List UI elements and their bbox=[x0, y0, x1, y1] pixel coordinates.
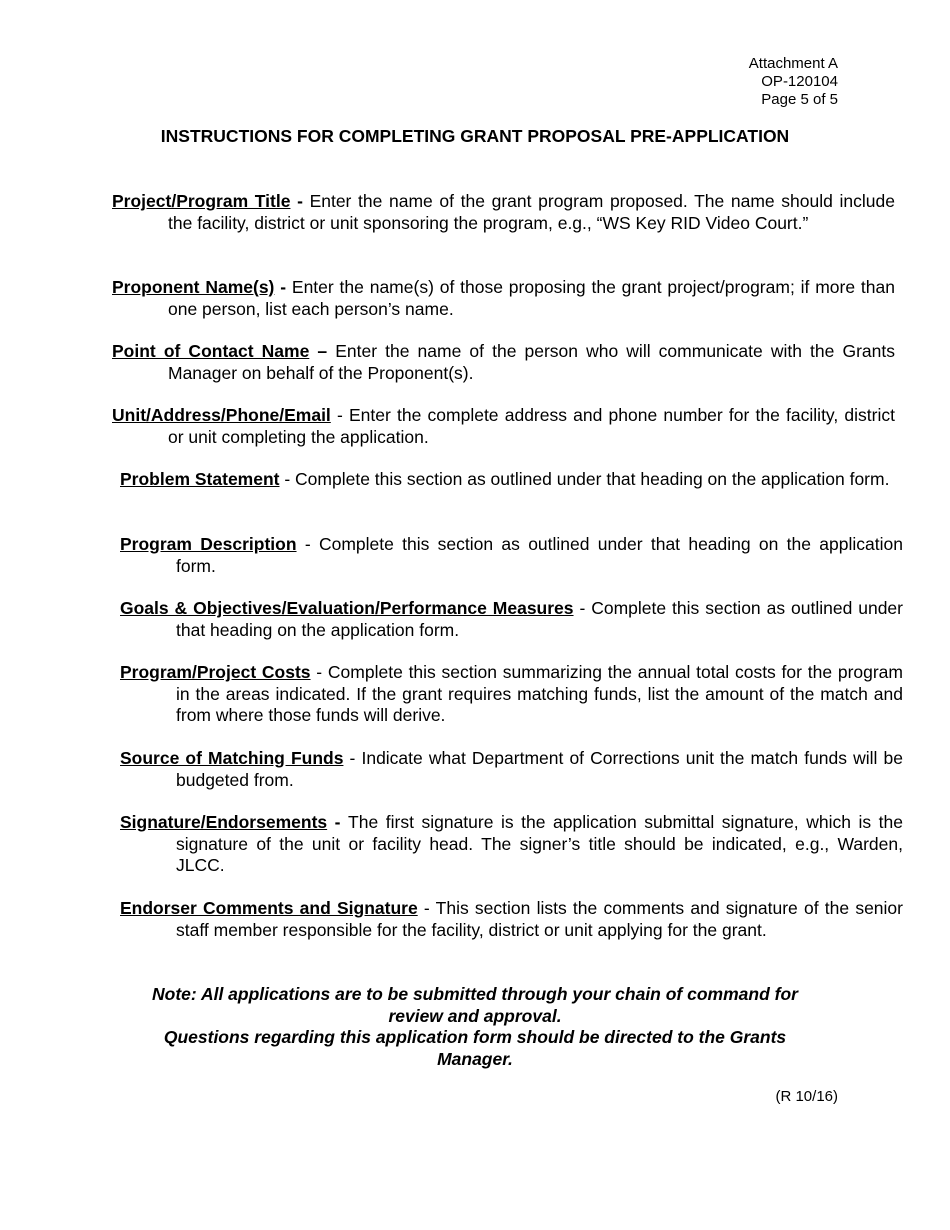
item-separator: - bbox=[327, 812, 349, 832]
item-separator: - bbox=[330, 405, 349, 425]
document-header bbox=[749, 55, 838, 109]
instruction-program-description bbox=[120, 534, 903, 577]
instruction-project-title bbox=[112, 191, 895, 234]
item-label: Project/Program Title bbox=[112, 191, 291, 211]
attachment-label: Attachment A bbox=[748, 55, 838, 72]
instruction-goals-objectives bbox=[120, 598, 903, 641]
item-label: Problem Statement bbox=[120, 469, 280, 489]
instruction-endorser-comments bbox=[120, 898, 903, 941]
instruction-proponent-names bbox=[112, 277, 895, 320]
item-label: Program/Project Costs bbox=[120, 662, 311, 682]
item-label: Goals & Objectives/Evaluation/Performance Measures bbox=[120, 598, 574, 618]
item-separator: - bbox=[310, 662, 328, 682]
instruction-point-of-contact bbox=[112, 341, 895, 384]
item-text: Complete this section summarizing the annual total costs for the program in the areas indicated. If the grant requires matching funds, list the amount of the match and from where those funds will derive. bbox=[176, 662, 903, 725]
note-line-submission: Note: All applications are to be submitted through your chain of command for review and approval. bbox=[152, 984, 798, 1026]
page-title: INSTRUCTIONS FOR COMPLETING GRANT PROPOSAL PRE-APPLICATION bbox=[160, 126, 790, 146]
item-text: Enter the name of the person who will communicate with the Grants Manager on behalf of the Proponent(s). bbox=[168, 341, 895, 383]
instruction-unit-address bbox=[112, 405, 895, 448]
revision-date: (R 10/16) bbox=[775, 1088, 838, 1105]
submission-note bbox=[0, 984, 950, 1070]
item-label: Program Description bbox=[120, 534, 297, 554]
item-text: Enter the complete address and phone number for the facility, district or unit completing the application. bbox=[168, 405, 895, 447]
instruction-program-costs bbox=[120, 662, 903, 727]
item-separator: - bbox=[573, 598, 592, 618]
item-text: Enter the name of the grant program proposed. The name should include the facility, district or unit sponsoring the program, e.g., “WS Key RID Video Court.” bbox=[168, 191, 895, 233]
instruction-matching-funds bbox=[120, 748, 903, 791]
item-text: The first signature is the application submittal signature, which is the signature of the unit or facility head. The signer’s title should be indicated, e.g., Warden, JLCC. bbox=[176, 812, 903, 875]
item-label: Proponent Name(s) bbox=[112, 277, 275, 297]
item-label: Source of Matching Funds bbox=[120, 748, 344, 768]
item-separator: - bbox=[279, 469, 296, 489]
page-number: Page 5 of 5 bbox=[761, 91, 838, 108]
item-separator: - bbox=[417, 898, 436, 918]
item-label: Unit/Address/Phone/Email bbox=[112, 405, 331, 425]
note-line-questions: Questions regarding this application form should be directed to the Grants Manager. bbox=[163, 1027, 787, 1069]
item-text: Complete this section as outlined under that heading on the application form. bbox=[295, 469, 890, 489]
item-label: Point of Contact Name bbox=[112, 341, 310, 361]
item-text: Enter the name(s) of those proposing the grant project/program; if more than one person, list each person’s name. bbox=[168, 277, 895, 319]
instruction-problem-statement bbox=[120, 469, 903, 491]
item-text: This section lists the comments and signature of the senior staff member responsible for the facility, district or unit applying for the grant. bbox=[176, 898, 903, 940]
item-separator: – bbox=[309, 341, 336, 361]
item-label: Endorser Comments and Signature bbox=[120, 898, 418, 918]
item-separator: - bbox=[296, 534, 319, 554]
instruction-signature-endorsements bbox=[120, 812, 903, 877]
item-text: Complete this section as outlined under that heading on the application form. bbox=[176, 534, 903, 576]
document-number: OP-120104 bbox=[761, 73, 838, 90]
item-separator: - bbox=[343, 748, 362, 768]
item-text: Complete this section as outlined under that heading on the application form. bbox=[176, 598, 903, 640]
item-separator: - bbox=[274, 277, 292, 297]
item-text: Indicate what Department of Corrections unit the match funds will be budgeted from. bbox=[176, 748, 903, 790]
item-separator: - bbox=[290, 191, 310, 211]
item-label: Signature/Endorsements bbox=[120, 812, 328, 832]
